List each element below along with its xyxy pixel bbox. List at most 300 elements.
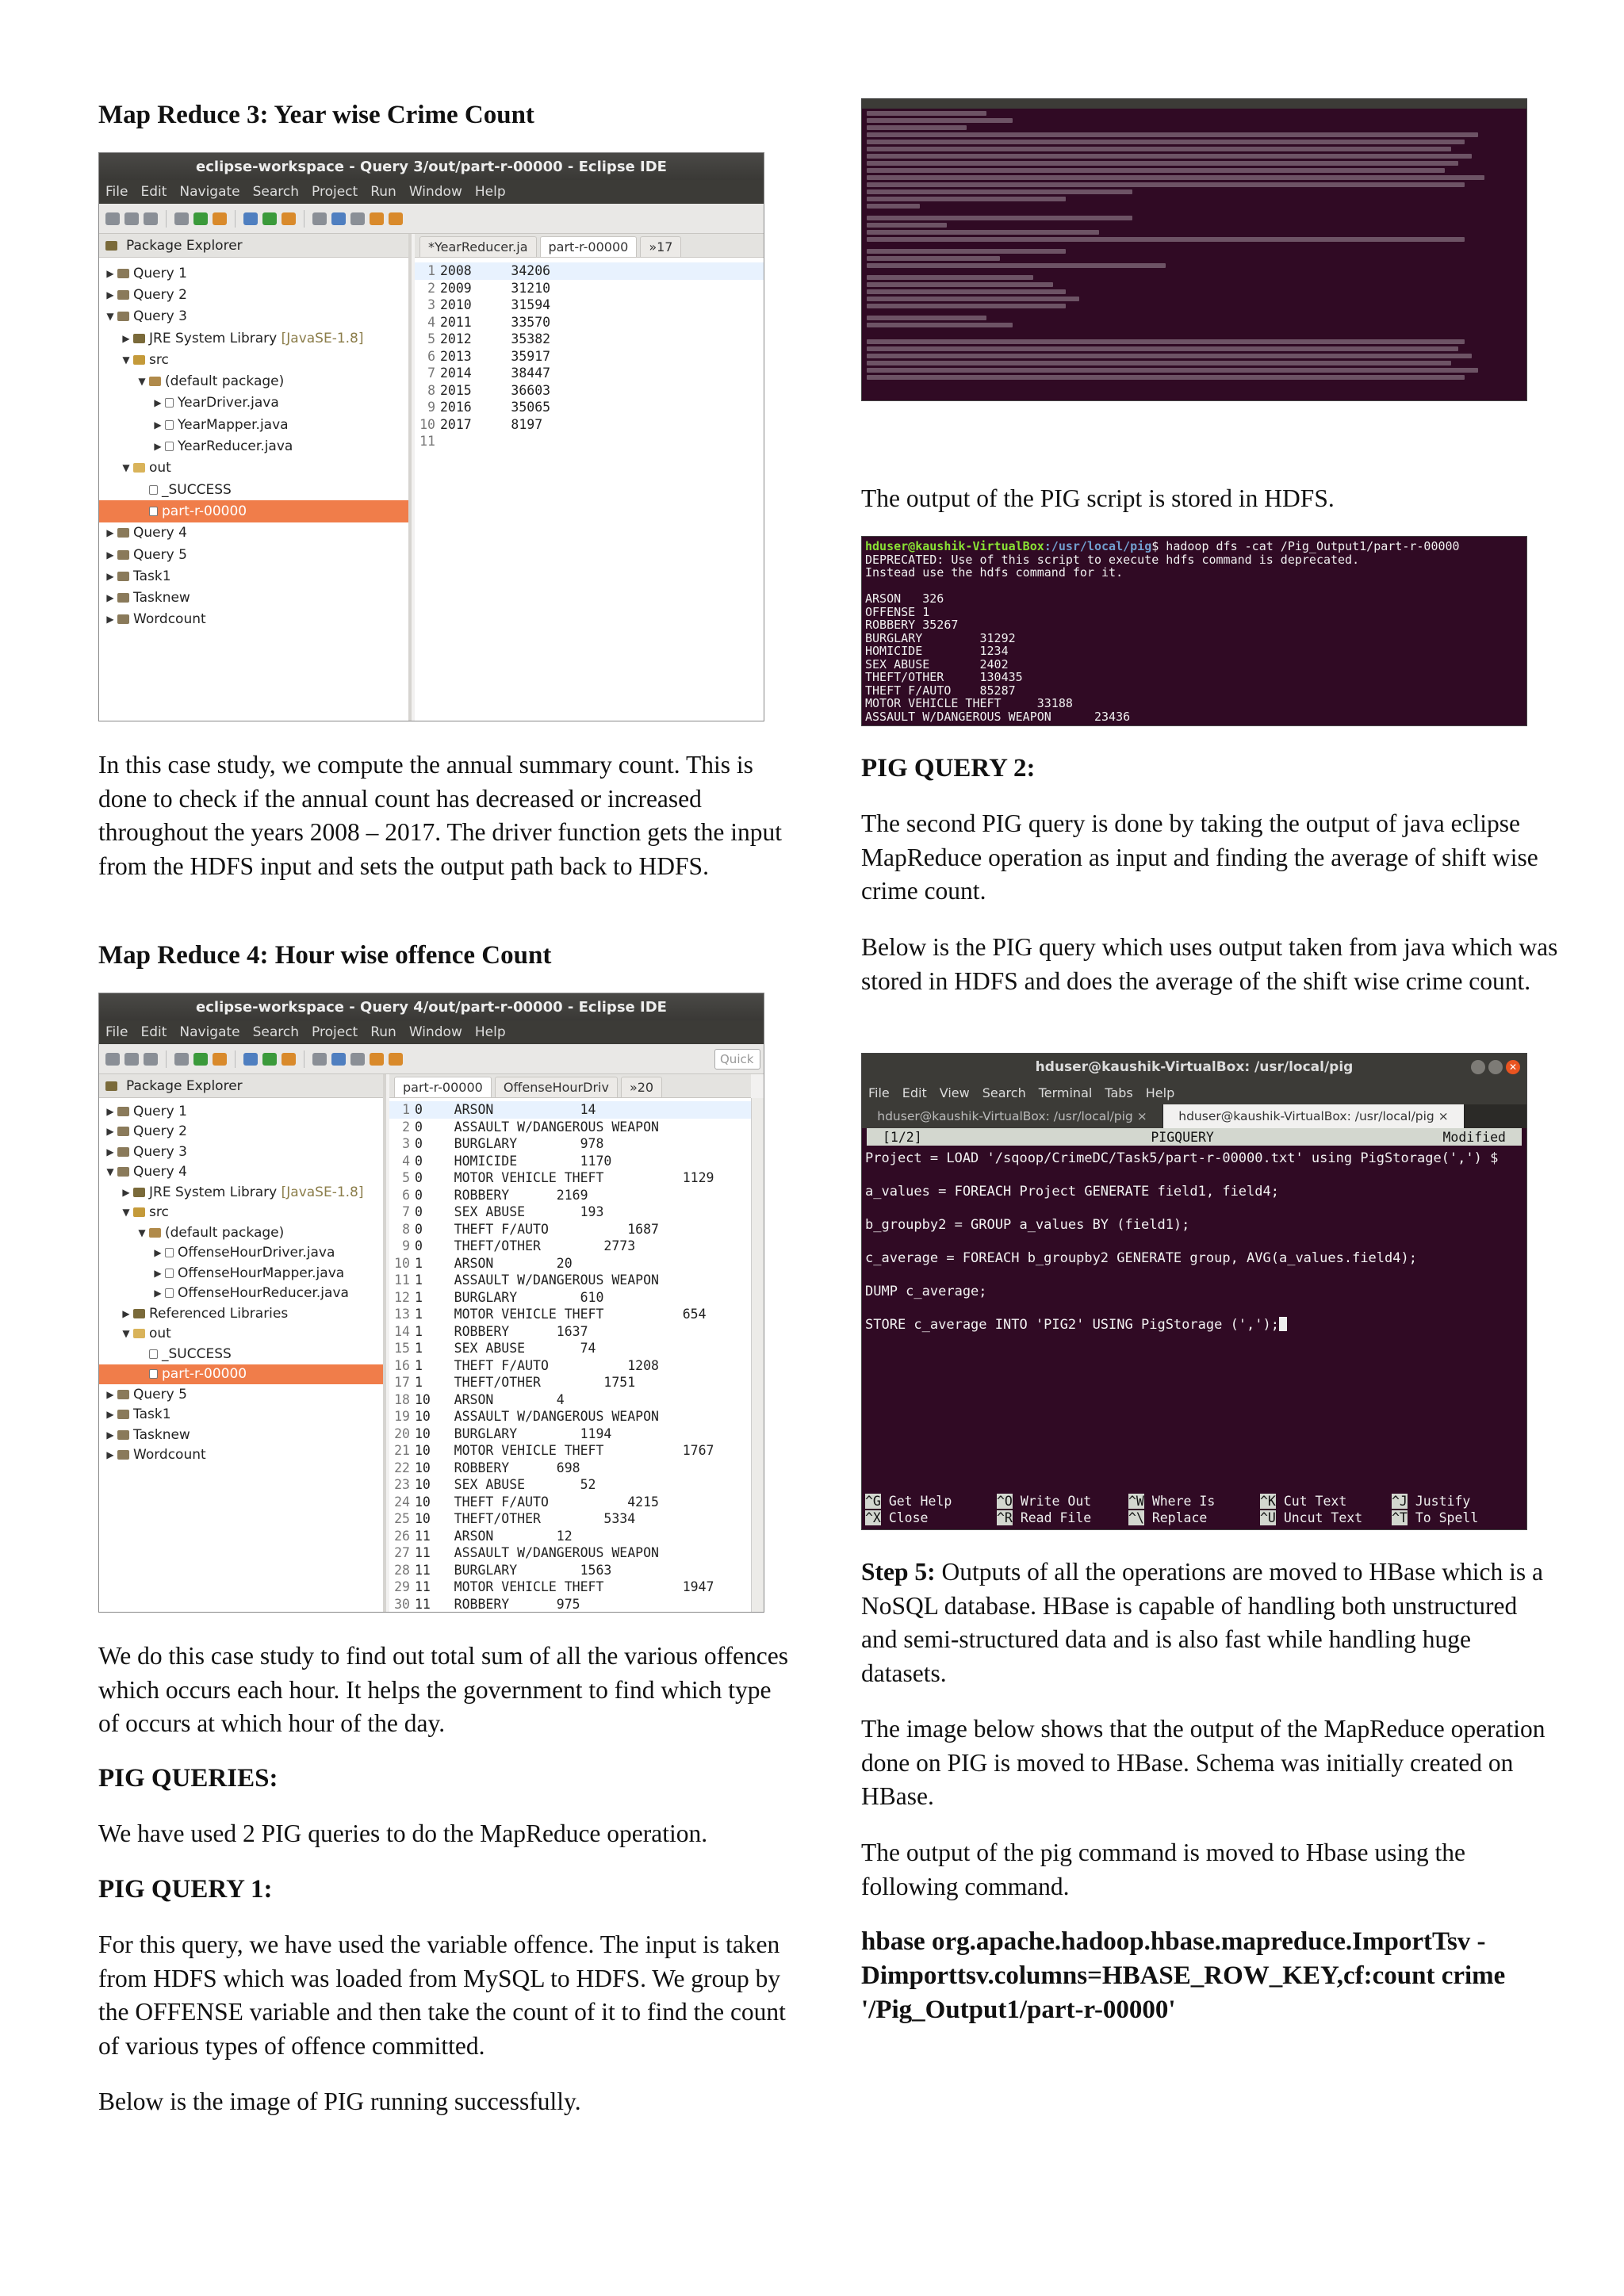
menu-help[interactable]: Help <box>474 1024 506 1040</box>
chevron-right-icon[interactable]: ▶ <box>106 267 114 279</box>
tree-item-wordcount[interactable] <box>99 1445 383 1466</box>
editor-line <box>415 416 764 434</box>
tree-item-suffix: [JavaSE-1.8] <box>281 1184 364 1200</box>
annotation-icon[interactable] <box>350 1053 365 1066</box>
line-text: 1 ASSAULT W/DANGEROUS WEAPON <box>415 1272 659 1288</box>
window-title: eclipse-workspace - Query 3/out/part-r-00000 - Eclipse IDE <box>99 153 764 180</box>
forward-icon[interactable] <box>389 212 403 225</box>
line-number: 6 <box>427 348 435 364</box>
shortcut-item[interactable] <box>997 1510 1128 1526</box>
tree-item-label: OffenseHourReducer.java <box>178 1285 349 1302</box>
new-class-icon[interactable] <box>282 1053 296 1066</box>
menu-search[interactable]: Search <box>252 1024 300 1040</box>
shortcut-label: Justify <box>1415 1494 1471 1509</box>
quick-access-input[interactable]: Quick <box>714 1049 760 1070</box>
shortcut-item[interactable] <box>1392 1493 1523 1510</box>
log-line <box>867 323 1013 327</box>
tree-item-label: Wordcount <box>133 1447 206 1464</box>
tree-item-label: Task1 <box>133 1406 171 1423</box>
nano-line <box>865 1284 1526 1300</box>
editor-line <box>389 1578 751 1596</box>
line-text: 2016 35065 <box>440 400 551 415</box>
nano-line <box>865 1200 1526 1217</box>
tree-item-part-r-00000[interactable] <box>99 1364 383 1385</box>
menu-terminal[interactable]: Terminal <box>1038 1085 1093 1100</box>
forward-icon[interactable] <box>389 1053 403 1066</box>
nano-line-text: a_values = FOREACH Project GENERATE field1, field4; <box>865 1184 1279 1200</box>
chevron-right-icon[interactable]: ▶ <box>106 1429 114 1441</box>
terminal-nano-pigquery <box>861 1053 1527 1530</box>
terminal-line: ASSAULT W/DANGEROUS WEAPON 23436 <box>865 709 1131 724</box>
close-tab-icon[interactable]: × <box>1438 1109 1449 1123</box>
editor-line <box>389 1596 751 1611</box>
shortcut-label: Get Help <box>888 1494 952 1509</box>
tree-item-yearmapper[interactable] <box>99 414 408 435</box>
tab-part-r-00000[interactable]: part-r-00000 <box>394 1077 492 1097</box>
log-line <box>867 161 1458 166</box>
chevron-right-icon[interactable]: ▶ <box>106 527 114 539</box>
open-type-icon[interactable] <box>331 212 346 225</box>
editor-text[interactable] <box>389 1098 751 1610</box>
chevron-right-icon[interactable]: ▶ <box>106 1126 114 1138</box>
tree-item-label: Wordcount <box>133 611 206 628</box>
line-text: 0 ROBBERY 2169 <box>415 1187 588 1203</box>
terminal-hdfs-cat <box>861 536 1527 726</box>
shortcut-item[interactable] <box>1260 1510 1392 1526</box>
tree-item-tasknew[interactable] <box>99 587 408 608</box>
tab-part-r-00000[interactable]: part-r-00000 <box>540 236 638 257</box>
menu-project[interactable]: Project <box>312 1024 358 1040</box>
editor-line <box>389 1391 751 1409</box>
line-text: 1 ARSON 20 <box>415 1255 573 1271</box>
line-number: 14 <box>394 1323 410 1339</box>
debug-icon[interactable] <box>174 1053 189 1066</box>
tree-item-offensehourdriver[interactable] <box>99 1243 383 1264</box>
project-icon <box>117 1410 129 1419</box>
menu-project[interactable]: Project <box>312 184 358 200</box>
run-icon[interactable] <box>193 212 208 225</box>
tree-item-yeardriver[interactable] <box>99 392 408 414</box>
debug-icon[interactable] <box>174 212 189 225</box>
tree-item-label: Task1 <box>133 568 171 584</box>
window-title-bar <box>862 1054 1526 1081</box>
chevron-right-icon[interactable]: ▶ <box>106 1146 114 1158</box>
shortcut-item[interactable] <box>1392 1510 1523 1526</box>
editor-line <box>389 1153 751 1170</box>
tree-item-label: Query 2 <box>133 1123 187 1140</box>
tab-terminal-1[interactable] <box>862 1104 1163 1128</box>
chevron-down-icon[interactable]: ▼ <box>138 1226 146 1238</box>
chevron-right-icon[interactable]: ▶ <box>106 1388 114 1400</box>
tree-item-label: Tasknew <box>133 590 190 607</box>
close-tab-icon[interactable]: × <box>1136 1109 1147 1123</box>
menu-help[interactable]: Help <box>1145 1085 1175 1100</box>
tab-overflow[interactable]: »20 <box>621 1077 662 1097</box>
log-line <box>867 154 1472 159</box>
shortcut-label: Where Is <box>1151 1494 1216 1509</box>
tab-terminal-2[interactable] <box>1163 1104 1465 1128</box>
run-icon[interactable] <box>193 1053 208 1066</box>
chevron-right-icon[interactable]: ▶ <box>122 1186 130 1198</box>
shortcut-key: ^O <box>997 1494 1013 1509</box>
tree-item-label: (default package) <box>165 373 285 390</box>
tree-item-query-5[interactable] <box>99 1384 383 1405</box>
nano-line-text: b_groupby2 = GROUP a_values BY (field1); <box>865 1217 1190 1233</box>
log-line <box>862 332 1526 337</box>
terminal-line: THEFT F/AUTO 85287 <box>865 683 1016 698</box>
line-text: 1 ROBBERY 1637 <box>415 1323 588 1339</box>
external-tools-icon[interactable] <box>213 1053 227 1066</box>
tree-item-query-2[interactable] <box>99 284 408 305</box>
nano-buffer-indicator: [1/2] <box>883 1129 922 1145</box>
step-text: Outputs of all the operations are moved to HBase which is a NoSQL database. HBase is capable of handling both unstructured and semi-structured data and is also fast while handling huge datasets. <box>861 1558 1543 1687</box>
line-number: 8 <box>427 382 435 398</box>
terminal-log-output <box>862 111 1526 380</box>
shortcut-label: Close <box>888 1510 929 1525</box>
search-icon[interactable] <box>312 212 327 225</box>
hbase-import-command: hbase org.apache.hadoop.hbase.mapreduce.ImportTsv -Dimporttsv.columns=HBASE_ROW_KEY,cf:count crime '/Pig_Output1/part-r-00000' <box>861 1927 1506 2024</box>
chevron-right-icon[interactable]: ▶ <box>106 289 114 300</box>
shortcut-key: ^G <box>865 1494 881 1509</box>
chevron-right-icon[interactable]: ▶ <box>106 614 114 626</box>
editor-line <box>415 382 764 400</box>
tree-item-query-1[interactable] <box>99 262 408 284</box>
project-icon <box>117 269 129 278</box>
tree-item-wordcount[interactable] <box>99 609 408 630</box>
line-text: 11 ARSON 12 <box>415 1528 573 1544</box>
tree-item-yearreducer[interactable] <box>99 435 408 457</box>
line-text <box>440 434 448 449</box>
menu-search[interactable]: Search <box>252 184 300 200</box>
chevron-down-icon[interactable]: ▼ <box>122 462 130 474</box>
tree-item-src[interactable] <box>99 349 408 370</box>
shortcut-item[interactable] <box>865 1493 997 1510</box>
back-icon[interactable] <box>370 1053 384 1066</box>
tree-item-offensehourmapper[interactable] <box>99 1263 383 1284</box>
shortcut-item[interactable] <box>1260 1493 1392 1510</box>
tree-item-jre-library[interactable] <box>99 1182 383 1203</box>
tree-item-label: YearMapper.java <box>178 416 289 433</box>
chevron-right-icon[interactable]: ▶ <box>154 419 162 430</box>
line-text: 2008 34206 <box>440 263 551 279</box>
tree-item-label: JRE System Library <box>149 330 278 346</box>
editor-line <box>389 1306 751 1323</box>
tree-item-label: YearDriver.java <box>178 395 279 411</box>
chevron-right-icon[interactable]: ▶ <box>106 570 114 582</box>
toolbar-separator <box>235 1050 236 1068</box>
line-number: 28 <box>394 1562 410 1578</box>
nano-editor-text[interactable] <box>862 1146 1526 1334</box>
line-text: 2012 35382 <box>440 331 551 347</box>
file-icon <box>149 1349 158 1359</box>
menu-window[interactable]: Window <box>408 184 462 200</box>
tree-item-label: out <box>149 1326 171 1342</box>
menu-navigate[interactable]: Navigate <box>179 1024 240 1040</box>
tree-item-query-4[interactable] <box>99 522 408 544</box>
paragraph-hbase-1: The image below shows that the output of the MapReduce operation done on PIG is moved to HBase. Schema was initially created on HBase. <box>861 1715 1545 1810</box>
new-package-icon[interactable] <box>262 212 277 225</box>
close-icon[interactable]: ✕ <box>1506 1060 1520 1074</box>
menu-help[interactable]: Help <box>474 184 506 200</box>
chevron-down-icon[interactable]: ▼ <box>122 1328 130 1340</box>
tree-item-label: Query 3 <box>133 308 187 325</box>
toolbar-separator <box>166 210 167 228</box>
eclipse-window-query3 <box>98 152 764 721</box>
tab-label: hduser@kaushik-VirtualBox: /usr/local/pig <box>877 1109 1133 1123</box>
line-number: 19 <box>394 1409 410 1425</box>
tree-item-success[interactable] <box>99 1344 383 1364</box>
menu-file[interactable]: File <box>105 1024 128 1040</box>
tree-item-jre-library[interactable] <box>99 327 408 349</box>
chevron-down-icon[interactable]: ▼ <box>122 354 130 365</box>
editor-line <box>389 1442 751 1460</box>
terminal-line: SEX ABUSE 2402 <box>865 656 1009 672</box>
nano-line-text <box>865 1167 873 1183</box>
tree-item-offensehourreducer[interactable] <box>99 1284 383 1304</box>
maximize-icon[interactable] <box>1488 1060 1503 1074</box>
editor-tabs <box>389 1074 751 1098</box>
tree-item-query-2[interactable] <box>99 1122 383 1142</box>
menu-file[interactable]: File <box>868 1085 890 1100</box>
project-icon <box>117 593 129 603</box>
editor-scrollbar[interactable] <box>751 1098 764 1612</box>
tree-item-label: _SUCCESS <box>162 1345 232 1362</box>
tree-item-query-3[interactable] <box>99 306 408 327</box>
menu-edit[interactable]: Edit <box>902 1085 927 1100</box>
chevron-down-icon[interactable]: ▼ <box>106 311 114 323</box>
nano-line-text <box>865 1234 873 1249</box>
shortcut-item[interactable] <box>997 1493 1128 1510</box>
menu-search[interactable]: Search <box>982 1085 1026 1100</box>
tree-item-label: part-r-00000 <box>162 1366 247 1383</box>
shortcut-item[interactable] <box>1128 1510 1260 1526</box>
section-heading-pig-queries: PIG QUERIES: <box>98 1764 278 1793</box>
new-package-icon[interactable] <box>262 1053 277 1066</box>
editor-text[interactable] <box>415 258 764 450</box>
tree-item-src[interactable] <box>99 1203 383 1223</box>
back-icon[interactable] <box>370 212 384 225</box>
line-number: 25 <box>394 1511 410 1527</box>
menu-file[interactable]: File <box>105 184 128 200</box>
editor-line <box>389 1476 751 1494</box>
chevron-down-icon[interactable]: ▼ <box>106 1166 114 1178</box>
line-text: 2014 38447 <box>440 365 551 381</box>
annotation-icon[interactable] <box>350 212 365 225</box>
open-type-icon[interactable] <box>331 1053 346 1066</box>
editor-line <box>389 1528 751 1545</box>
tree-item-part-r-00000[interactable] <box>99 500 408 522</box>
editor-line <box>389 1119 751 1136</box>
tree-item-out[interactable] <box>99 457 408 479</box>
line-number: 18 <box>394 1391 410 1407</box>
tab-yearreducer[interactable]: *YearReducer.ja <box>419 236 537 257</box>
terminal-menu-bar <box>862 1081 1526 1104</box>
new-icon[interactable] <box>105 212 120 225</box>
tab-offensehourdriver[interactable]: OffenseHourDriv <box>495 1077 618 1097</box>
line-number: 24 <box>394 1494 410 1510</box>
tree-item-label: Query 4 <box>133 525 187 541</box>
paragraph-pig-running: Below is the image of PIG running successfully. <box>98 2087 581 2115</box>
line-number: 22 <box>394 1460 410 1475</box>
editor-line <box>415 297 764 314</box>
terminal-line <box>862 580 1526 593</box>
tree-item-query-4[interactable] <box>99 1162 383 1183</box>
chevron-down-icon[interactable]: ▼ <box>138 376 146 388</box>
file-icon <box>149 1369 158 1379</box>
line-text: 0 THEFT F/AUTO 1687 <box>415 1221 659 1237</box>
package-explorer-icon <box>105 1081 117 1091</box>
paragraph-step-5 <box>861 1556 1559 1690</box>
tree-item-task1[interactable] <box>99 1405 383 1425</box>
chevron-right-icon[interactable]: ▶ <box>122 332 130 344</box>
menu-tabs[interactable]: Tabs <box>1105 1085 1133 1100</box>
save-icon[interactable] <box>124 1053 139 1066</box>
save-icon[interactable] <box>124 212 139 225</box>
chevron-right-icon[interactable]: ▶ <box>106 592 114 604</box>
line-text: 10 THEFT/OTHER 5334 <box>415 1511 636 1527</box>
editor-line <box>389 1272 751 1289</box>
menu-window[interactable]: Window <box>408 1024 462 1040</box>
search-icon[interactable] <box>312 1053 327 1066</box>
shortcut-key: ^K <box>1260 1494 1276 1509</box>
package-icon <box>149 1228 161 1238</box>
chevron-down-icon[interactable]: ▼ <box>122 1207 130 1219</box>
editor-line <box>389 1562 751 1579</box>
library-icon <box>133 1309 145 1318</box>
shortcut-label: Cut Text <box>1283 1494 1347 1509</box>
terminal-line: HOMICIDE 1234 <box>865 644 1009 658</box>
chevron-right-icon[interactable]: ▶ <box>106 1105 114 1117</box>
window-title: eclipse-workspace - Query 4/out/part-r-00000 - Eclipse IDE <box>99 993 764 1020</box>
tab-overflow[interactable]: »17 <box>640 236 681 257</box>
tree-item-query-5[interactable] <box>99 544 408 565</box>
log-line <box>862 209 1526 213</box>
menu-edit[interactable]: Edit <box>140 184 167 200</box>
tree-item-default-package[interactable] <box>99 370 408 392</box>
editor-line <box>389 1203 751 1221</box>
new-java-project-icon[interactable] <box>243 212 258 225</box>
project-icon <box>117 572 129 581</box>
nano-header <box>867 1128 1522 1146</box>
project-icon <box>117 1107 129 1116</box>
line-number: 7 <box>402 1204 410 1220</box>
line-number: 3 <box>427 297 435 313</box>
log-line <box>867 361 1451 365</box>
shortcut-label: Write Out <box>1020 1494 1092 1509</box>
print-icon[interactable] <box>144 1053 158 1066</box>
section-heading-map-reduce-4: Map Reduce 4: Hour wise offence Count <box>98 941 552 970</box>
chevron-right-icon[interactable]: ▶ <box>154 1288 162 1299</box>
menu-run[interactable]: Run <box>370 1024 396 1040</box>
nano-line-text: STORE c_average INTO 'PIG2' USING PigStorage (','); <box>865 1317 1279 1333</box>
nano-line-text <box>865 1200 873 1216</box>
line-number: 1 <box>402 1102 410 1118</box>
tree-item-tasknew[interactable] <box>99 1425 383 1445</box>
shortcut-item[interactable] <box>865 1510 997 1526</box>
line-text: 2013 35917 <box>440 348 551 364</box>
tree-item-referenced-libraries[interactable] <box>99 1303 383 1324</box>
log-line <box>867 223 947 228</box>
print-icon[interactable] <box>144 212 158 225</box>
menu-run[interactable]: Run <box>370 184 396 200</box>
menu-view[interactable]: View <box>939 1085 970 1100</box>
line-text: 10 ROBBERY 698 <box>415 1460 580 1475</box>
tree-item-query-1[interactable] <box>99 1101 383 1122</box>
tree-item-task1[interactable] <box>99 565 408 587</box>
chevron-right-icon[interactable]: ▶ <box>154 397 162 409</box>
tree-item-suffix: [JavaSE-1.8] <box>281 330 364 346</box>
chevron-right-icon[interactable]: ▶ <box>106 1409 114 1421</box>
line-text: 10 ARSON 4 <box>415 1391 565 1407</box>
log-line <box>867 182 1465 187</box>
line-number: 13 <box>394 1307 410 1322</box>
terminal-line: Instead use the hdfs command for it. <box>865 565 1124 580</box>
package-explorer-icon <box>105 241 117 251</box>
external-tools-icon[interactable] <box>213 212 227 225</box>
chevron-right-icon[interactable]: ▶ <box>154 441 162 453</box>
line-text: 11 ASSAULT W/DANGEROUS WEAPON <box>415 1545 659 1561</box>
tree-item-label: Query 5 <box>133 1386 187 1402</box>
text-cursor <box>1279 1317 1287 1331</box>
new-icon[interactable] <box>105 1053 120 1066</box>
editor-line <box>389 1221 751 1238</box>
tree-item-success[interactable] <box>99 479 408 500</box>
paragraph-pig-query-2b: Below is the PIG query which uses output taken from java which was stored in HDFS and does the average of the shift wise crime count. <box>861 933 1558 995</box>
log-line <box>862 308 1526 313</box>
log-line <box>867 216 1132 220</box>
line-number: 2 <box>427 280 435 296</box>
project-icon <box>117 1430 129 1440</box>
package-explorer-header <box>99 1074 383 1098</box>
package-explorer-panel <box>99 1074 386 1612</box>
line-number: 11 <box>394 1272 410 1288</box>
log-line <box>867 132 1478 137</box>
project-icon <box>117 1147 129 1157</box>
chevron-right-icon[interactable]: ▶ <box>106 549 114 561</box>
shortcut-item[interactable] <box>1128 1493 1260 1510</box>
menu-navigate[interactable]: Navigate <box>179 184 240 200</box>
new-class-icon[interactable] <box>282 212 296 225</box>
line-number: 4 <box>427 314 435 330</box>
new-java-project-icon[interactable] <box>243 1053 258 1066</box>
paragraph-pig-queries: We have used 2 PIG queries to do the MapReduce operation. <box>98 1820 708 1847</box>
chevron-right-icon[interactable]: ▶ <box>154 1247 162 1259</box>
menu-edit[interactable]: Edit <box>140 1024 167 1040</box>
editor-line <box>389 1425 751 1443</box>
minimize-icon[interactable] <box>1471 1060 1485 1074</box>
editor-line <box>389 1510 751 1528</box>
project-icon <box>117 290 129 300</box>
log-line <box>867 111 986 116</box>
chevron-right-icon[interactable]: ▶ <box>106 1449 114 1461</box>
tree-item-query-3[interactable] <box>99 1142 383 1162</box>
line-text: 0 SEX ABUSE 193 <box>415 1204 604 1220</box>
chevron-right-icon[interactable]: ▶ <box>122 1307 130 1319</box>
line-text: 11 ROBBERY 975 <box>415 1596 580 1610</box>
log-line <box>867 354 1472 358</box>
chevron-right-icon[interactable]: ▶ <box>154 1267 162 1279</box>
terminal-title-bar <box>862 99 1526 109</box>
nano-line-text <box>865 1300 873 1316</box>
line-number: 23 <box>394 1477 410 1493</box>
line-number: 16 <box>394 1357 410 1373</box>
line-number: 27 <box>394 1545 410 1561</box>
tree-item-label: Query 4 <box>133 1164 187 1181</box>
line-text: 10 THEFT F/AUTO 4215 <box>415 1494 659 1510</box>
tree-item-out[interactable] <box>99 1324 383 1345</box>
tree-item-default-package[interactable] <box>99 1223 383 1243</box>
log-line <box>867 197 1066 201</box>
